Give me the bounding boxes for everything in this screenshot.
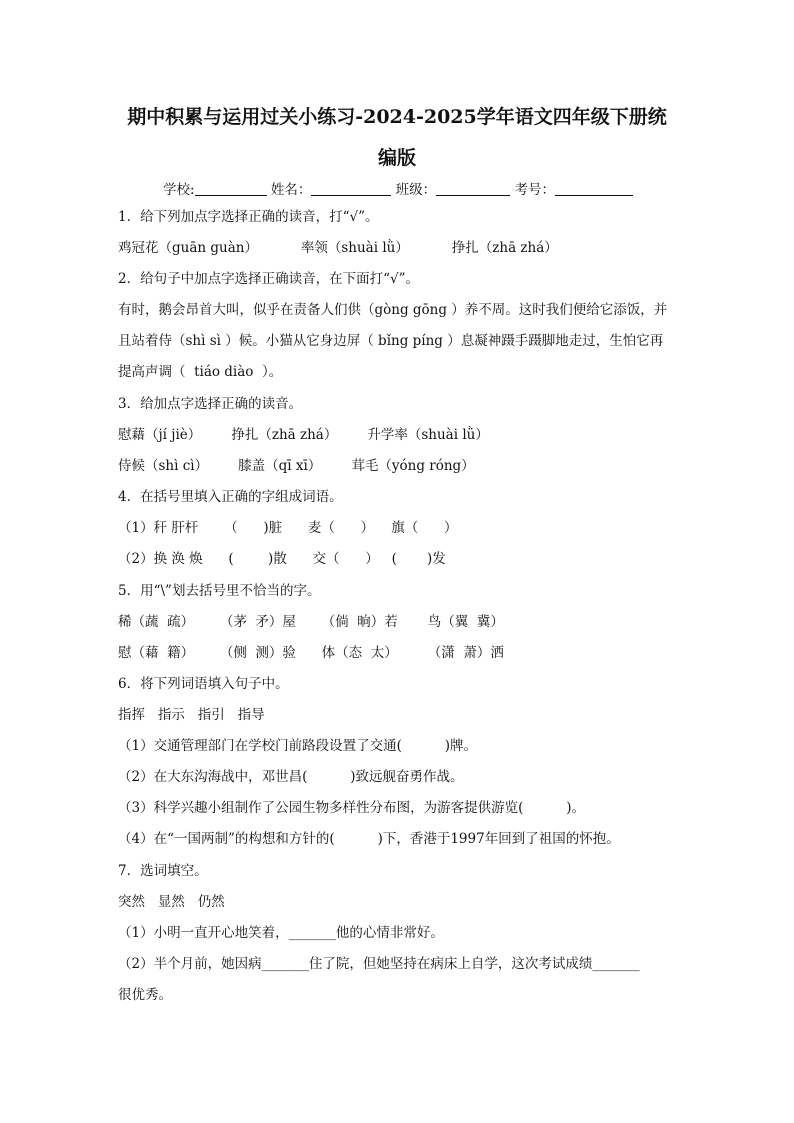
name-label: 姓名： (270, 182, 312, 198)
page-title-continued: 编版 (377, 147, 416, 169)
examno-label: 考号： (514, 182, 555, 198)
q6-sentence4: （4）在“一国两制”的构想和方针的( )下，香港于1997年回到了祖国的怀抱。 (118, 831, 620, 847)
school-label: 学校: (163, 182, 195, 198)
name-blank[interactable] (311, 181, 391, 196)
q7-sentence2-continued: 很优秀。 (118, 987, 172, 1003)
q1-items: 鸡冠花（guān guàn） 率领（shuài lǜ） 挣扎（zhā zhá） (118, 240, 558, 256)
q6-sentence1: （1）交通管理部门在学校门前路段设置了交通( )牌。 (118, 738, 478, 754)
page-title: 期中积累与运用过关小练习-2024-2025学年语文四年级下册统 (127, 106, 667, 128)
q7-sentence1: （1）小明一直开心地笑着，_______他的心情非常好。 (118, 925, 444, 941)
q2-passage-line1: 有时，鹅会昂首大叫，似乎在责备人们供（gòng gōng ）养不周。这时我们便给它添饭，并 (118, 302, 668, 318)
q7-sentence2: （2）半个月前，她因病_______住了院，但她坚持在病床上自学，这次考试成绩_______ (118, 956, 640, 972)
school-blank[interactable] (195, 181, 267, 196)
q3-items-row2: 侍候（shì cì） 膝盖（qī xī） 茸毛（yóng róng） (118, 458, 475, 474)
q3-items-row1: 慰藉（jí jiè） 挣扎（zhā zhá） 升学率（shuài lǜ） (118, 427, 489, 443)
q5-items-row2: 慰（藉 籍） （侧 测）验 体（态 太） （潇 萧）洒 (118, 645, 504, 661)
q5-prompt: 5．用“\”划去括号里不恰当的字。 (118, 583, 321, 599)
q4-item2: （2）换 涣 焕 ( )散 交（ ） ( )发 (118, 551, 446, 567)
class-label: 班级： (395, 182, 437, 198)
q6-prompt: 6．将下列词语填入句子中。 (118, 676, 289, 692)
q2-passage-line3: 提高声调（ tiáo diào ）。 (118, 364, 283, 380)
q2-prompt: 2．给句子中加点字选择正确读音，在下面打“√”。 (118, 271, 419, 287)
examno-blank[interactable] (555, 181, 633, 196)
q7-word-bank: 突然 显然 仍然 (118, 894, 225, 910)
q2-passage-line2: 且站着侍（shì sì ）候。小猫从它身边屏（ bǐng píng ）息凝神蹑手蹑脚地走过，生怕它再 (118, 333, 664, 349)
q5-items-row1: 稀（蔬 疏） （茅 矛）屋 （倘 晌）若 鸟（翼 冀） (118, 614, 504, 630)
q4-item1: （1）秆 肝杆 （ )脏 麦（ ） 旗（ ） (118, 520, 458, 536)
student-info-row (163, 181, 633, 199)
q6-sentence2: （2）在大东沟海战中，邓世昌( )致远舰奋勇作战。 (118, 769, 464, 785)
q1-prompt: 1．给下列加点字选择正确的读音，打“√”。 (118, 209, 379, 225)
q7-prompt: 7．选词填空。 (118, 863, 208, 879)
q3-prompt: 3．给加点字选择正确的读音。 (118, 396, 303, 412)
q6-word-bank: 指挥 指示 指引 指导 (118, 707, 265, 723)
q6-sentence3: （3）科学兴趣小组制作了公园生物多样性分布图，为游客提供游览( )。 (118, 800, 586, 816)
class-blank[interactable] (436, 181, 510, 196)
q4-prompt: 4．在括号里填入正确的字组成词语。 (118, 489, 343, 505)
